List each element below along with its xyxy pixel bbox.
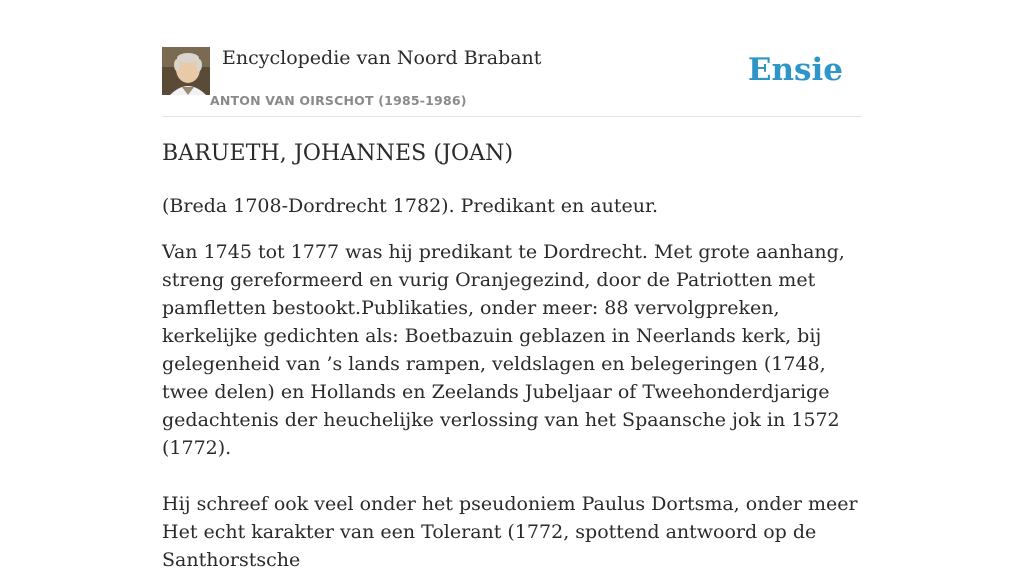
site-header	[162, 46, 862, 117]
article-content	[162, 138, 862, 574]
article-lead: (Breda 1708-Dordrecht 1782). Predikant en auteur.	[162, 195, 658, 217]
site-title[interactable]: Encyclopedie van Noord Brabant	[222, 47, 542, 69]
article-paragraph: Van 1745 tot 1777 was hij predikant te Dordrecht. Met grote aanhang, streng gereformeerd en vurig Oranjegezind, door de Patriotten met pamfletten bestookt.Publikaties, onder meer: 88 vervolgpreken, kerkelijke gedichten als: Boetbazuin geblazen in Neerlands kerk, bij gelegenheid van ’s lands rampen, veldslagen en belegeringen (1748, twee delen) en Hollands en Zeelands Jubeljaar of Tweehonderdjarige gedachtenis der heuchelijke verlossing van het Spaansche jok in 1572 (1772).	[162, 241, 845, 459]
author-name[interactable]: ANTON VAN OIRSCHOT (1985-1986)	[210, 93, 467, 108]
author-avatar[interactable]	[162, 47, 210, 95]
ensie-logo[interactable]: Ensie	[747, 52, 843, 88]
article-paragraph: Hij schreef ook veel onder het pseudoniem Paulus Dortsma, onder meer Het echt karakter van een Tolerant (1772, spottend antwoord op de Santhorstsche	[162, 493, 858, 571]
author-portrait-icon	[162, 47, 210, 95]
article-title: BARUETH, JOHANNES (JOAN)	[162, 141, 514, 166]
